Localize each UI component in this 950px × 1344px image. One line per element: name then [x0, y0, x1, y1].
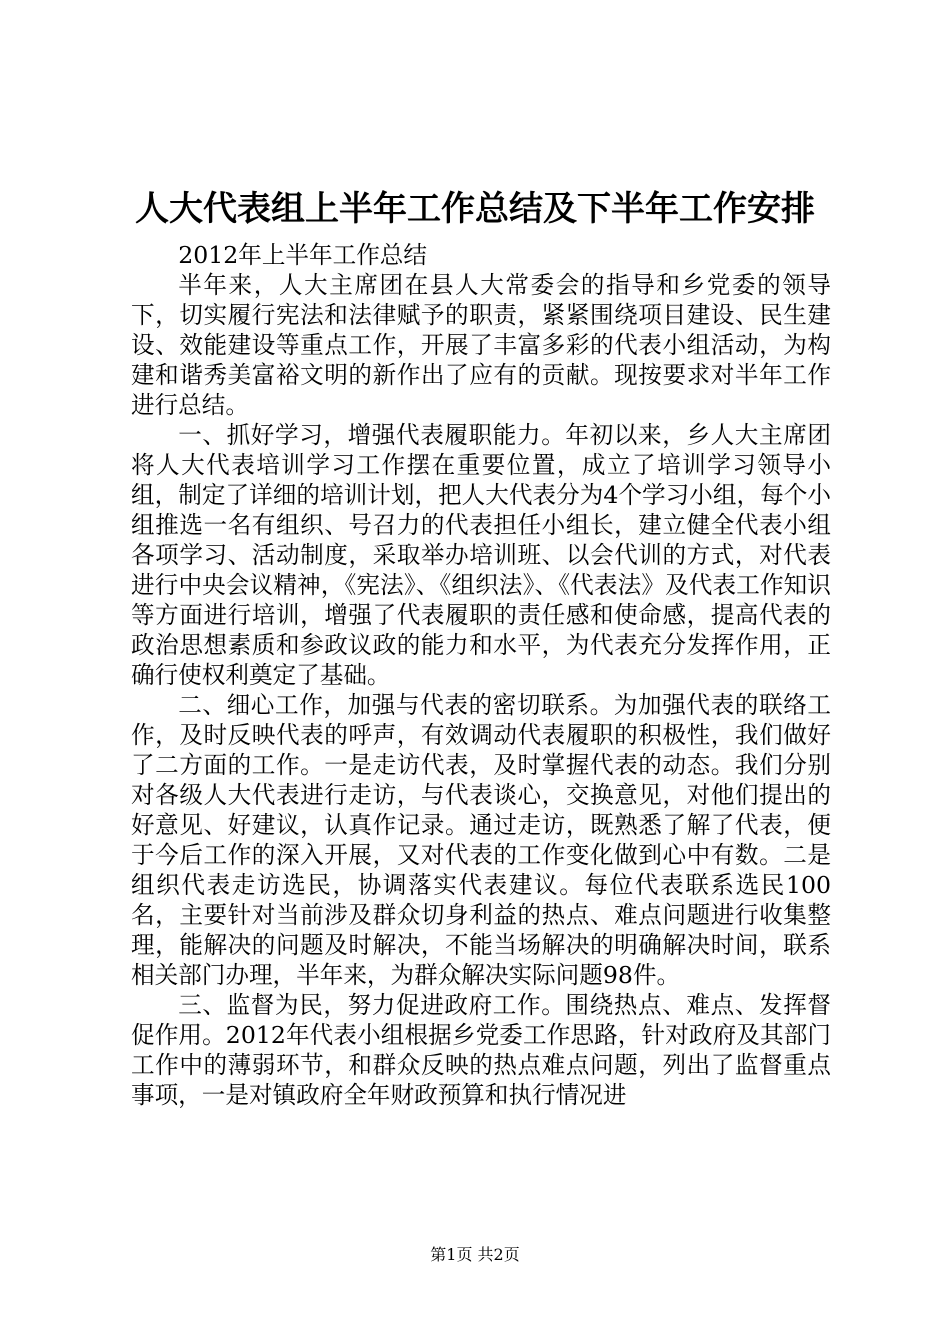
paragraph-liaison: 二、细心工作，加强与代表的密切联系。为加强代表的联络工作，及时反映代表的呼声，有效调动代表履职的积极性，我们做好了二方面的工作。一是走访代表，及时掌握代表的动态。我们分别对各级人大代表进行走访，与代表谈心，交换意见，对他们提出的好意见、好建议，认真作记录。通过走访，既熟悉了解了代表，便于今后工作的深入开展，又对代表的工作变化做到心中有数。二是组织代表走访选民，协调落实代表建议。每位代表联系选民100名，主要针对当前涉及群众切身利益的热点、难点问题进行收集整理，能解决的问题及时解决，不能当场解决的明确解决时间，联系相关部门办理，半年来，为群众解决实际问题98件。	[131, 691, 831, 989]
document-title: 人大代表组上半年工作总结及下半年工作安排	[135, 189, 815, 229]
page-number-footer: 第1页 共2页	[430, 1245, 520, 1264]
document-body	[131, 240, 831, 1110]
section-heading: 2012年上半年工作总结	[178, 241, 427, 269]
paragraph-supervision: 三、监督为民，努力促进政府工作。围绕热点、难点、发挥督促作用。2012年代表小组根据乡党委工作思路，针对政府及其部门工作中的薄弱环节，和群众反映的热点难点问题，列出了监督重点事项，一是对镇政府全年财政预算和执行情况进	[131, 991, 831, 1109]
paragraph-intro: 半年来，人大主席团在县人大常委会的指导和乡党委的领导下，切实履行宪法和法律赋予的职责，紧紧围绕项目建设、民生建设、效能建设等重点工作，开展了丰富多彩的代表小组活动，为构建和谐秀美富裕文明的新作出了应有的贡献。现按要求对半年工作进行总结。	[131, 271, 831, 419]
paragraph-study: 一、抓好学习，增强代表履职能力。年初以来，乡人大主席团将人大代表培训学习工作摆在重要位置，成立了培训学习领导小组，制定了详细的培训计划，把人大代表分为4个学习小组，每个小组推选一名有组织、号召力的代表担任小组长，建立健全代表小组各项学习、活动制度，采取举办培训班、以会代训的方式，对代表进行中央会议精神，《宪法》、《组织法》、《代表法》及代表工作知识等方面进行培训，增强了代表履职的责任感和使命感，提高代表的政治思想素质和参政议政的能力和水平，为代表充分发挥作用，正确行使权利奠定了基础。	[131, 421, 831, 689]
